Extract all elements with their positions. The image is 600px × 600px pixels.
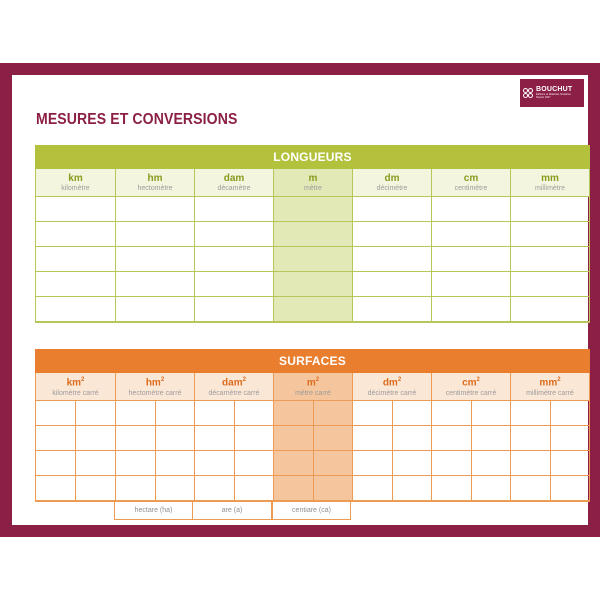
surfaces-column-dam [194, 373, 273, 501]
surfaces-column-km [36, 373, 115, 501]
digit-cell[interactable] [274, 426, 313, 450]
digit-cell[interactable] [432, 401, 471, 425]
unit-symbol: dam [223, 172, 245, 184]
unit-symbol: hm [147, 172, 163, 184]
table-cell[interactable] [432, 197, 510, 222]
table-cell[interactable] [274, 426, 352, 451]
unit-name: mètre carré [295, 389, 331, 397]
table-cell[interactable] [353, 272, 431, 297]
digit-cell[interactable] [313, 476, 353, 500]
digit-cell[interactable] [234, 451, 274, 475]
unit-name: décamètre [217, 184, 251, 192]
unit-name: centimètre carré [445, 389, 497, 397]
table-cell[interactable] [116, 451, 194, 476]
unit-symbol: $mm^2$ [539, 377, 561, 389]
table-cell[interactable] [353, 297, 431, 322]
digit-cell[interactable] [432, 476, 471, 500]
table-cell[interactable] [195, 426, 273, 451]
table-cell[interactable] [36, 247, 115, 272]
surfaces-column-hm [115, 373, 194, 501]
table-cell[interactable] [511, 401, 589, 426]
table-cell[interactable] [195, 197, 273, 222]
unit-name: hectomètre [137, 184, 173, 192]
surfaces-column-mm [510, 373, 589, 501]
table-cell[interactable] [116, 426, 194, 451]
longueurs-column-hm [115, 169, 194, 322]
table-cell[interactable] [274, 222, 352, 247]
table-cell[interactable] [274, 297, 352, 322]
table-cell[interactable] [511, 426, 589, 451]
unit-header [195, 373, 273, 400]
logo-since: Depuis 1827 [536, 96, 551, 99]
unit-name: mètre [304, 184, 322, 192]
table-cell[interactable] [274, 197, 352, 222]
digit-cell[interactable] [392, 451, 432, 475]
digit-cell[interactable] [36, 451, 75, 475]
digit-cell[interactable] [155, 451, 195, 475]
table-cell[interactable] [195, 247, 273, 272]
table-cell[interactable] [432, 451, 510, 476]
table-cell[interactable] [116, 247, 194, 272]
surfaces-table [35, 349, 590, 514]
table-cell[interactable] [511, 451, 589, 476]
digit-cell[interactable] [313, 451, 353, 475]
unit-name: hectomètre carré [128, 389, 182, 397]
unit-symbol: $m^2$ [306, 377, 320, 389]
digit-cell[interactable] [392, 476, 432, 500]
digit-cell[interactable] [36, 401, 75, 425]
special-unit-label: centiare (ca) [272, 502, 351, 520]
table-cell[interactable] [116, 272, 194, 297]
digit-cell[interactable] [392, 426, 432, 450]
digit-cell[interactable] [432, 426, 471, 450]
table-cell[interactable] [116, 401, 194, 426]
digit-cell[interactable] [36, 426, 75, 450]
special-units-row [114, 502, 351, 520]
unit-header [353, 169, 431, 196]
table-cell[interactable] [511, 247, 589, 272]
digit-cell[interactable] [116, 401, 155, 425]
digit-cell[interactable] [274, 401, 313, 425]
unit-name: millimètre carré [526, 389, 574, 397]
table-cell[interactable] [432, 476, 510, 501]
digit-cell[interactable] [155, 426, 195, 450]
digit-cell[interactable] [471, 476, 511, 500]
unit-header [36, 169, 115, 196]
digit-cell[interactable] [313, 401, 353, 425]
table-cell[interactable] [432, 401, 510, 426]
digit-cell[interactable] [75, 401, 115, 425]
digit-cell[interactable] [392, 401, 432, 425]
unit-symbol: $dm^2$ [382, 377, 402, 389]
conversion-board [0, 63, 600, 537]
longueurs-column-km [36, 169, 115, 322]
table-cell[interactable] [511, 476, 589, 501]
surfaces-header: SURFACES [35, 349, 590, 373]
digit-cell[interactable] [471, 426, 511, 450]
table-cell[interactable] [511, 297, 589, 322]
unit-symbol: dm [384, 172, 400, 184]
digit-cell[interactable] [353, 476, 392, 500]
table-cell[interactable] [195, 222, 273, 247]
digit-cell[interactable] [155, 401, 195, 425]
unit-name: décimètre carré [367, 389, 417, 397]
digit-cell[interactable] [75, 451, 115, 475]
unit-header [432, 169, 510, 196]
table-cell[interactable] [432, 247, 510, 272]
longueurs-column-dm [352, 169, 431, 322]
digit-cell[interactable] [432, 451, 471, 475]
table-cell[interactable] [274, 401, 352, 426]
table-cell[interactable] [353, 451, 431, 476]
digit-cell[interactable] [511, 476, 550, 500]
digit-cell[interactable] [550, 426, 590, 450]
table-cell[interactable] [36, 476, 115, 501]
unit-symbol: $km^2$ [66, 377, 85, 389]
unit-symbol: $cm^2$ [462, 377, 480, 389]
unit-name: centimètre [454, 184, 488, 192]
unit-header [195, 169, 273, 196]
unit-header [116, 169, 194, 196]
special-unit-label: are (a) [193, 502, 272, 520]
unit-name: décimètre [376, 184, 408, 192]
table-cell[interactable] [116, 197, 194, 222]
unit-symbol: m [308, 172, 318, 184]
table-cell[interactable] [274, 451, 352, 476]
unit-header [353, 373, 431, 400]
table-cell[interactable] [36, 197, 115, 222]
digit-cell[interactable] [195, 476, 234, 500]
digit-cell[interactable] [234, 426, 274, 450]
digit-cell[interactable] [234, 401, 274, 425]
table-cell[interactable] [353, 222, 431, 247]
surfaces-column-cm [431, 373, 510, 501]
table-cell[interactable] [195, 476, 273, 501]
table-cell[interactable] [116, 476, 194, 501]
digit-cell[interactable] [511, 401, 550, 425]
special-unit-label: hectare (ha) [114, 502, 193, 520]
unit-symbol: mm [541, 172, 559, 184]
digit-cell[interactable] [36, 476, 75, 500]
table-cell[interactable] [36, 272, 115, 297]
longueurs-column-m [273, 169, 352, 322]
table-cell[interactable] [432, 222, 510, 247]
digit-cell[interactable] [75, 426, 115, 450]
table-cell[interactable] [36, 222, 115, 247]
table-cell[interactable] [432, 272, 510, 297]
digit-cell[interactable] [274, 451, 313, 475]
digit-cell[interactable] [353, 426, 392, 450]
table-cell[interactable] [274, 272, 352, 297]
digit-cell[interactable] [550, 451, 590, 475]
digit-cell[interactable] [353, 401, 392, 425]
unit-header [116, 373, 194, 400]
longueurs-table [35, 145, 590, 323]
table-cell[interactable] [511, 272, 589, 297]
unit-symbol: cm [463, 172, 479, 184]
table-cell[interactable] [36, 401, 115, 426]
unit-name: kilomètre carré [52, 389, 99, 397]
digit-cell[interactable] [511, 451, 550, 475]
table-cell[interactable] [195, 297, 273, 322]
table-cell[interactable] [36, 426, 115, 451]
digit-cell[interactable] [116, 451, 155, 475]
table-cell[interactable] [353, 197, 431, 222]
unit-symbol: dam$^2$ [222, 377, 246, 389]
digit-cell[interactable] [75, 476, 115, 500]
digit-cell[interactable] [471, 401, 511, 425]
unit-header [274, 169, 352, 196]
unit-header [511, 373, 589, 400]
digit-cell[interactable] [471, 451, 511, 475]
digit-cell[interactable] [274, 476, 313, 500]
digit-cell[interactable] [550, 401, 590, 425]
table-cell[interactable] [195, 401, 273, 426]
unit-header [432, 373, 510, 400]
table-cell[interactable] [432, 297, 510, 322]
digit-cell[interactable] [116, 476, 155, 500]
digit-cell[interactable] [116, 426, 155, 450]
unit-name: millimètre [535, 184, 565, 192]
unit-header [36, 373, 115, 400]
logo-icon [523, 88, 533, 98]
digit-cell[interactable] [195, 401, 234, 425]
digit-cell[interactable] [155, 476, 195, 500]
table-cell[interactable] [353, 401, 431, 426]
digit-cell[interactable] [195, 426, 234, 450]
longueurs-column-dam [194, 169, 273, 322]
surfaces-column-m [273, 373, 352, 501]
digit-cell[interactable] [195, 451, 234, 475]
logo-name: BOUCHUT [536, 86, 573, 94]
table-cell[interactable] [195, 272, 273, 297]
table-cell[interactable] [36, 297, 115, 322]
table-cell[interactable] [511, 197, 589, 222]
digit-cell[interactable] [234, 476, 274, 500]
logo-tagline: Éditions et Matériels Scolaires [536, 93, 571, 97]
table-cell[interactable] [195, 451, 273, 476]
unit-header [274, 373, 352, 400]
longueurs-header: LONGUEURS [35, 145, 590, 169]
board-sheet [12, 75, 588, 525]
table-cell[interactable] [36, 451, 115, 476]
table-cell[interactable] [353, 476, 431, 501]
digit-cell[interactable] [313, 426, 353, 450]
digit-cell[interactable] [353, 451, 392, 475]
page-title: MESURES ET CONVERSIONS [36, 111, 238, 128]
brand-logo [520, 79, 584, 107]
table-cell[interactable] [274, 476, 352, 501]
surfaces-column-dm [352, 373, 431, 501]
table-cell[interactable] [511, 222, 589, 247]
table-cell[interactable] [116, 297, 194, 322]
unit-header [511, 169, 589, 196]
digit-cell[interactable] [511, 426, 550, 450]
table-cell[interactable] [432, 426, 510, 451]
table-cell[interactable] [274, 247, 352, 272]
unit-name: décamètre carré [208, 389, 260, 397]
longueurs-column-cm [431, 169, 510, 322]
longueurs-column-mm [510, 169, 589, 322]
unit-symbol: $hm^2$ [145, 377, 165, 389]
unit-symbol: km [68, 172, 83, 184]
table-cell[interactable] [353, 247, 431, 272]
table-cell[interactable] [116, 222, 194, 247]
digit-cell[interactable] [550, 476, 590, 500]
table-cell[interactable] [353, 426, 431, 451]
unit-name: kilomètre [61, 184, 90, 192]
